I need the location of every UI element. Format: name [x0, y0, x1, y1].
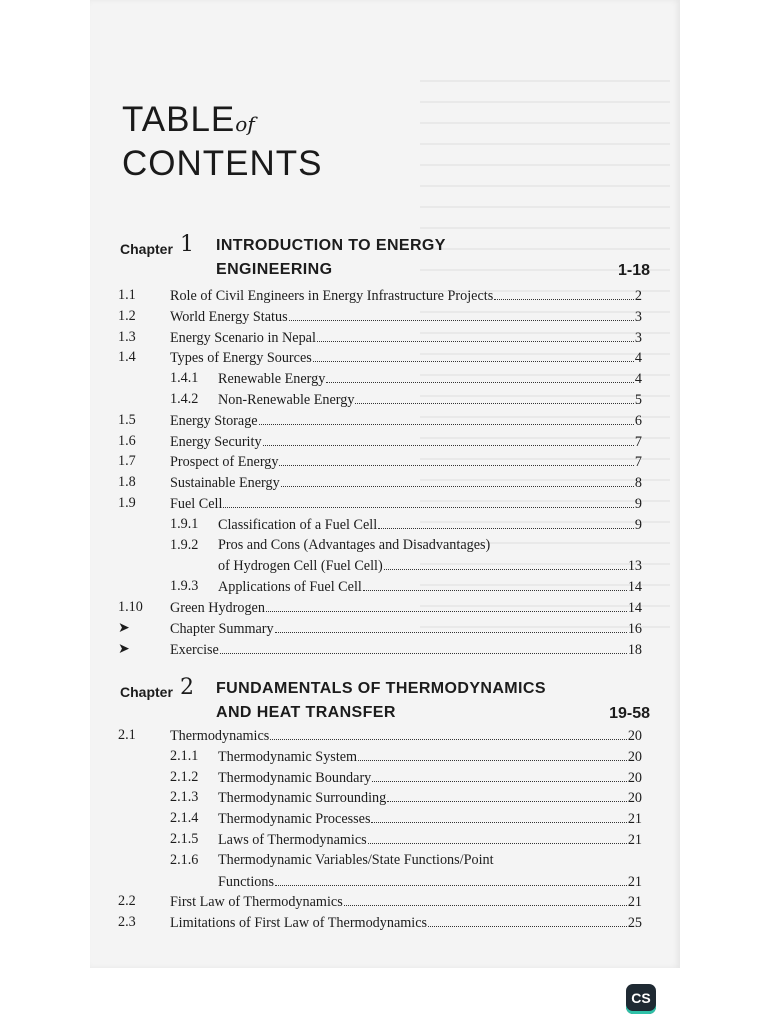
page-number: 14: [627, 579, 642, 596]
chapter-label: Chapter: [120, 684, 173, 700]
chapter-title-line-2: AND HEAT TRANSFER: [216, 704, 396, 721]
toc-entry: [118, 746, 642, 767]
toc-entry: [118, 327, 642, 348]
toc-entry: [118, 410, 642, 431]
chapter-title-line-1: INTRODUCTION TO ENERGY: [216, 237, 446, 254]
section-number: 1.4: [118, 349, 136, 366]
toc-entry: [118, 850, 642, 871]
dot-leader: [368, 829, 627, 844]
dot-leader: [275, 618, 627, 633]
toc-entry: [118, 912, 642, 933]
dot-leader: [313, 347, 634, 362]
section-number: 1.10: [118, 599, 143, 615]
camscanner-logo: [626, 984, 656, 1014]
entry-text: [170, 410, 642, 432]
title-line-1: TABLE: [122, 100, 236, 139]
entry-text: [170, 306, 642, 328]
section-number: 2.1: [118, 727, 136, 743]
entry-text: [218, 829, 642, 851]
section-number: 1.5: [118, 411, 136, 428]
entry-title: Chapter Summary: [170, 620, 274, 637]
toc-entry: [118, 285, 642, 306]
entry-text: [218, 368, 642, 390]
page-number: 9: [634, 496, 642, 512]
entry-title: Energy Scenario in Nepal: [170, 329, 316, 346]
entry-title: Exercise: [170, 641, 219, 658]
chapter-page-range: 19-58: [609, 705, 650, 722]
entry-title: Energy Security: [170, 433, 262, 450]
section-number: 1.6: [118, 432, 136, 449]
dot-leader: [494, 285, 634, 300]
entry-title: Functions: [218, 873, 274, 890]
page-number: 7: [634, 454, 642, 471]
entry-text: [170, 891, 642, 913]
section-number: 1.2: [118, 307, 136, 324]
section-number: 1.8: [118, 474, 136, 491]
toc-entry: [118, 808, 642, 829]
dot-leader: [263, 431, 634, 446]
toc-entry: [118, 493, 642, 514]
entry-text: [170, 327, 642, 349]
dot-leader: [266, 597, 627, 612]
toc-entry: [118, 597, 642, 618]
entry-title: Pros and Cons (Advantages and Disadvantages): [218, 536, 491, 553]
entry-text: [170, 639, 642, 661]
toc-entry: [118, 767, 642, 788]
entry-title: Thermodynamic Variables/State Functions/Point: [218, 851, 494, 868]
entry-title: Prospect of Energy: [170, 454, 279, 471]
page-number: 18: [627, 641, 642, 658]
toc-entry: [118, 829, 642, 850]
page-number: 8: [634, 475, 642, 492]
entry-text: [170, 493, 642, 515]
page-number: 2: [634, 288, 642, 304]
entry-title: Thermodynamics: [170, 728, 270, 744]
entry-text: [170, 618, 642, 640]
entry-title: Energy Storage: [170, 412, 258, 429]
chapter-title-line-1: FUNDAMENTALS OF THERMODYNAMICS: [216, 680, 546, 697]
dot-leader: [317, 327, 634, 342]
entry-title: Laws of Thermodynamics: [218, 832, 367, 848]
entry-text: [218, 767, 642, 789]
entry-text: [170, 597, 642, 619]
page-number: 13: [627, 558, 642, 575]
toc-entry: [118, 891, 642, 912]
page-number: 9: [634, 516, 642, 533]
section-number: 2.1.1: [170, 747, 199, 764]
dot-leader: [223, 493, 633, 508]
toc-entry: [118, 431, 642, 452]
dot-leader: [275, 871, 627, 886]
page-number: 4: [634, 371, 642, 388]
entry-text: [170, 451, 642, 473]
chapter-page-range: 1-18: [617, 262, 650, 279]
dot-leader: [220, 639, 627, 654]
page-number: 20: [627, 728, 642, 744]
dot-leader: [326, 368, 634, 383]
toc-entry: [118, 368, 642, 389]
entry-title: Thermodynamic Processes: [218, 811, 371, 828]
section-number: 2.1.6: [170, 851, 199, 868]
page-number: 14: [627, 600, 642, 616]
dot-leader: [428, 912, 627, 927]
entry-title: Thermodynamic Boundary: [218, 769, 372, 786]
entry-title: Non-Renewable Energy: [218, 392, 355, 408]
page-number: 21: [627, 894, 642, 911]
entry-title: Role of Civil Engineers in Energy Infrastructure Projects: [170, 288, 494, 304]
page-number: 3: [634, 308, 642, 325]
entry-text: [218, 389, 642, 411]
section-number: 2.2: [118, 893, 136, 910]
entry-title: Fuel Cell: [170, 496, 223, 512]
entry-title: of Hydrogen Cell (Fuel Cell): [218, 558, 383, 575]
page-number: 21: [627, 832, 642, 848]
toc-entry: [118, 535, 642, 556]
entry-title: Thermodynamic Surrounding: [218, 790, 387, 807]
entry-text: [218, 808, 642, 830]
page-number: 20: [627, 769, 642, 786]
page-number: 21: [627, 873, 642, 890]
entry-text: [170, 725, 642, 747]
page-number: 21: [627, 811, 642, 828]
section-number: 1.9.3: [170, 578, 199, 595]
entry-text: [218, 535, 642, 556]
dot-leader: [270, 725, 627, 740]
entry-text: [218, 555, 642, 577]
dot-leader: [372, 767, 627, 782]
section-number: 2.1.3: [170, 789, 199, 806]
section-number: 2.1.5: [170, 831, 199, 847]
section-number: 1.9: [118, 495, 136, 511]
bullet-arrow-icon: ➤: [118, 640, 130, 657]
chapter-1-heading: [120, 232, 650, 284]
dot-leader: [363, 576, 627, 591]
section-number: 1.3: [118, 328, 136, 345]
toc-entry: [118, 576, 642, 597]
entry-title: World Energy Status: [170, 308, 288, 325]
section-number: 2.1.4: [170, 810, 199, 827]
entry-title: First Law of Thermodynamics: [170, 894, 343, 911]
page-number: 16: [627, 620, 642, 637]
page-number: 5: [634, 392, 642, 408]
dot-leader: [387, 787, 627, 802]
section-number: 1.4.1: [170, 370, 199, 387]
toc-entry: [118, 389, 642, 410]
entry-text: [218, 576, 642, 598]
bullet-arrow-icon: ➤: [118, 619, 130, 636]
dot-leader: [344, 891, 627, 906]
page-number: 25: [627, 915, 642, 932]
entry-text: [218, 850, 642, 871]
toc-entry: [118, 639, 642, 660]
toc-entry: [118, 472, 642, 493]
section-number: 1.9.1: [170, 515, 199, 532]
book-page: [90, 0, 680, 968]
entry-text: [170, 347, 642, 369]
entry-title: Applications of Fuel Cell: [218, 579, 362, 596]
entry-text: [218, 514, 642, 536]
entry-title: Renewable Energy: [218, 371, 326, 388]
section-number: 1.9.2: [170, 536, 199, 553]
page-number: 20: [627, 790, 642, 807]
dot-leader: [384, 555, 627, 570]
toc-entry: [118, 306, 642, 327]
dot-leader: [281, 472, 634, 487]
toc-entry: [118, 555, 642, 576]
chapter-label: Chapter: [120, 241, 173, 257]
toc-entry: [118, 618, 642, 639]
chapter-number: 1: [180, 232, 194, 257]
entry-title: Thermodynamic System: [218, 748, 358, 765]
dot-leader: [259, 410, 634, 425]
dot-leader: [358, 746, 627, 761]
entry-text: [170, 472, 642, 494]
page-number: 4: [634, 350, 642, 367]
title-of: of: [235, 112, 255, 136]
dot-leader: [279, 451, 633, 466]
dot-leader: [355, 389, 633, 404]
page-number: 20: [627, 748, 642, 765]
title-line-2: CONTENTS: [122, 144, 323, 183]
entry-text: [218, 787, 642, 809]
page-number: 7: [634, 433, 642, 450]
dot-leader: [371, 808, 626, 823]
toc-entry: [118, 871, 642, 892]
entry-text: [218, 871, 642, 893]
entry-text: [170, 912, 642, 934]
page-title: [122, 100, 323, 184]
entry-text: [170, 431, 642, 453]
dot-leader: [289, 306, 634, 321]
page-number: 3: [634, 329, 642, 346]
entry-text: [170, 285, 642, 307]
section-number: 2.3: [118, 914, 136, 931]
chapter-title-line-2: ENGINEERING: [216, 261, 333, 278]
dot-leader: [378, 514, 634, 529]
toc-entry: [118, 725, 642, 746]
entry-title: Limitations of First Law of Thermodynamics: [170, 915, 428, 932]
chapter-number: 2: [180, 675, 194, 700]
page-number: 6: [634, 412, 642, 429]
section-number: 2.1.2: [170, 768, 199, 785]
section-number: 1.4.2: [170, 391, 199, 407]
entry-title: Classification of a Fuel Cell: [218, 516, 378, 533]
section-number: 1.7: [118, 453, 136, 470]
toc-entry: [118, 451, 642, 472]
toc-entry: [118, 787, 642, 808]
logo-text: CS: [631, 990, 651, 1006]
toc-entry: [118, 347, 642, 368]
entry-title: Sustainable Energy: [170, 475, 280, 492]
section-number: 1.1: [118, 287, 136, 303]
entry-title: Types of Energy Sources: [170, 350, 312, 367]
entry-title: Green Hydrogen: [170, 600, 265, 616]
toc-entry: [118, 514, 642, 535]
entry-text: [218, 746, 642, 768]
chapter-2-heading: [120, 675, 650, 727]
